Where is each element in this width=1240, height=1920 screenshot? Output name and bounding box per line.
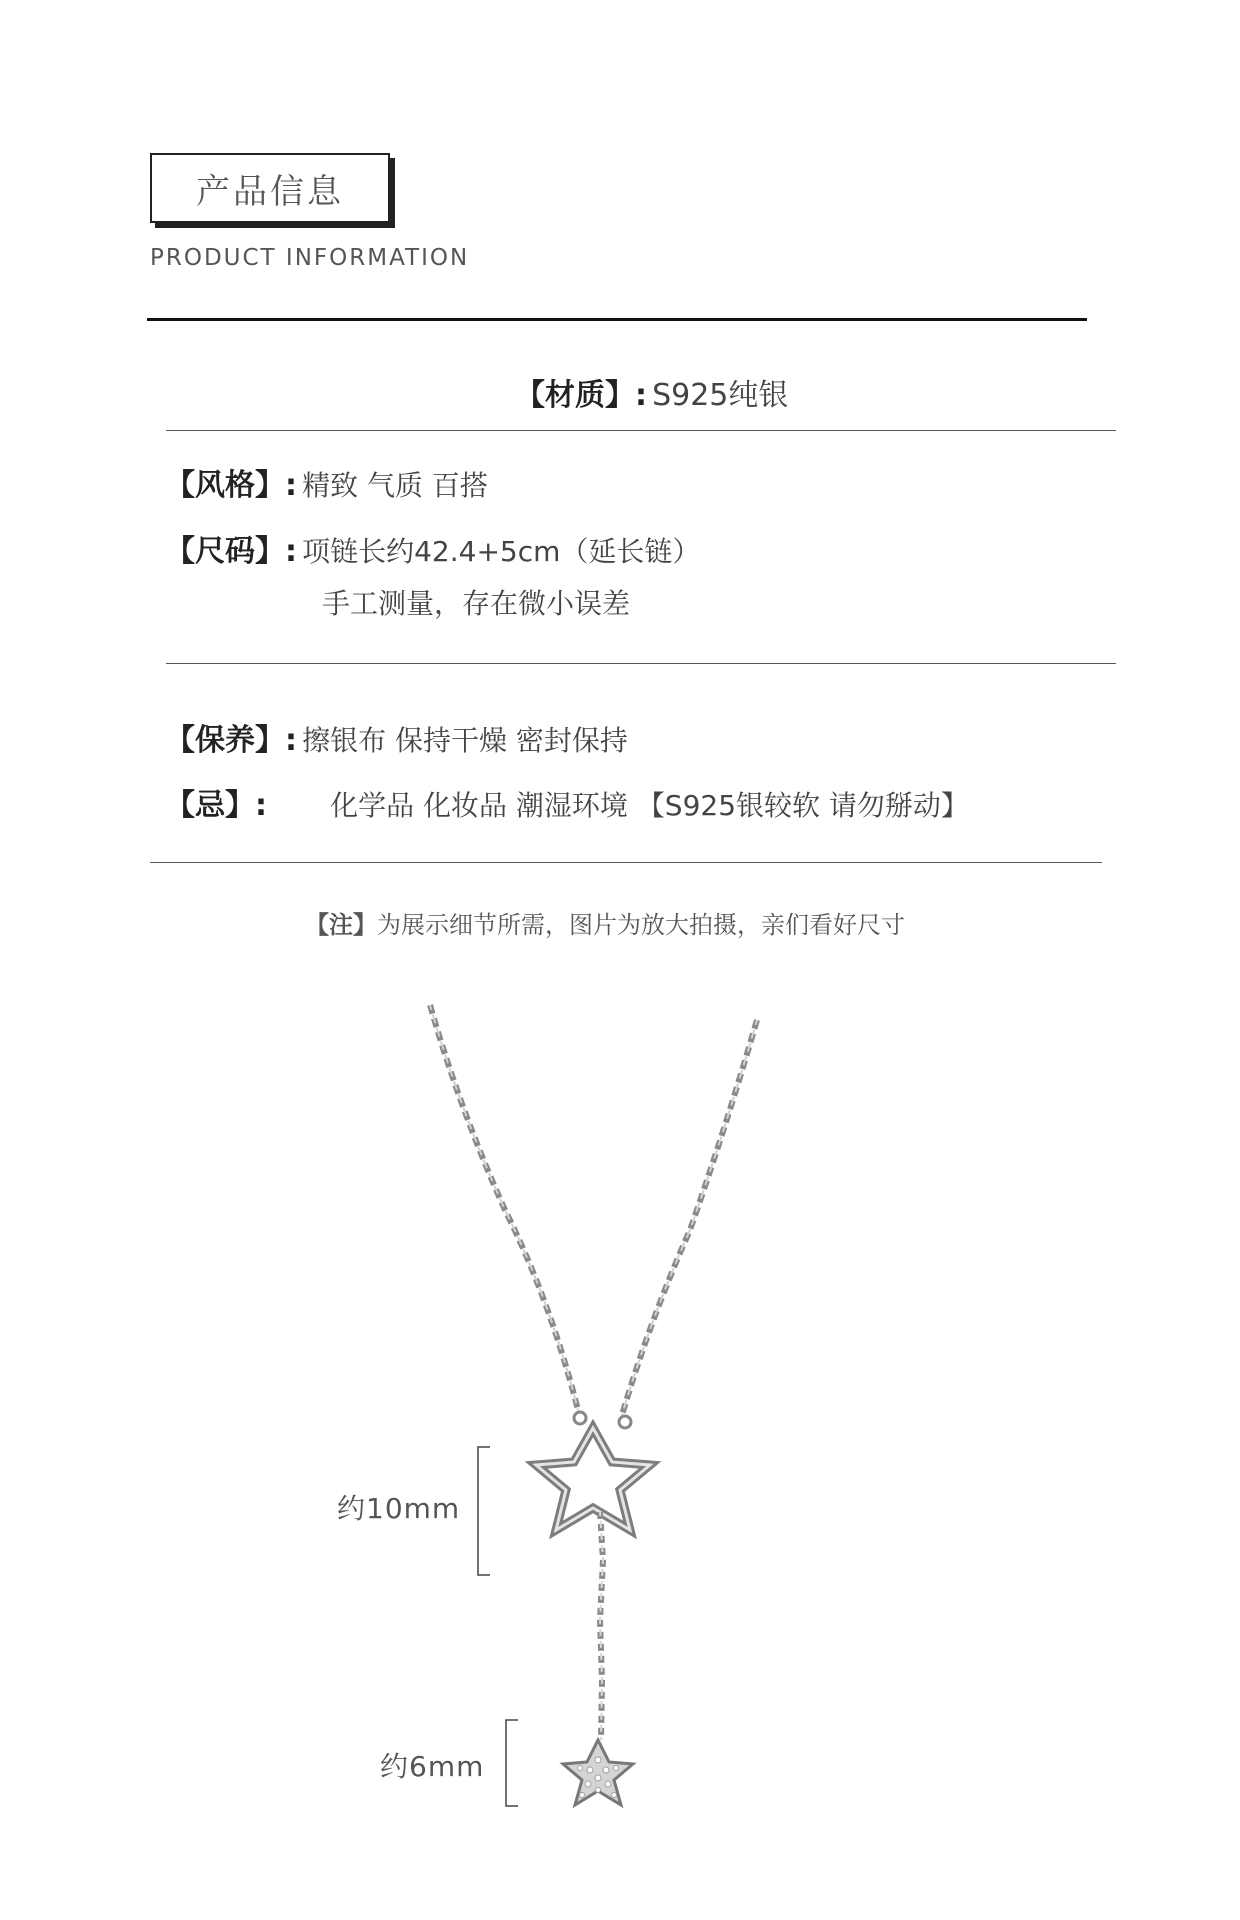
material-value: S925纯银 (652, 378, 789, 413)
section-subtitle: PRODUCT INFORMATION (150, 245, 470, 271)
large-star-pendant (536, 1428, 650, 1530)
left-chain (430, 1005, 578, 1410)
bracket-large (478, 1447, 490, 1575)
note-text: 为展示细节所需，图片为放大拍摄，亲们看好尺寸 (377, 911, 905, 939)
avoid-value: 化学品 化妆品 潮湿环境 【S925银较软 请勿掰动】 (330, 789, 969, 822)
size-label: 【尺码】: (165, 534, 297, 569)
large-star-size: 约10mm (337, 1492, 461, 1525)
note-label: 【注】 (305, 911, 377, 939)
section-title: 产品信息 (196, 171, 344, 212)
size-value: 项链长约42.4+5cm（延长链） (302, 535, 701, 568)
drop-chain (600, 1512, 603, 1740)
care-value: 擦银布 保持干燥 密封保持 (302, 724, 628, 757)
avoid-label: 【忌】: (165, 788, 267, 823)
size-note: 手工测量，存在微小误差 (322, 587, 631, 620)
small-star-pendant (563, 1740, 633, 1805)
bracket-small (506, 1720, 518, 1806)
care-label: 【保养】: (165, 723, 297, 758)
material-label: 【材质】: (515, 378, 647, 413)
style-value: 精致 气质 百搭 (302, 469, 488, 502)
style-label: 【风格】: (165, 468, 297, 503)
small-star-size: 约6mm (380, 1750, 485, 1783)
right-chain (622, 1020, 757, 1415)
